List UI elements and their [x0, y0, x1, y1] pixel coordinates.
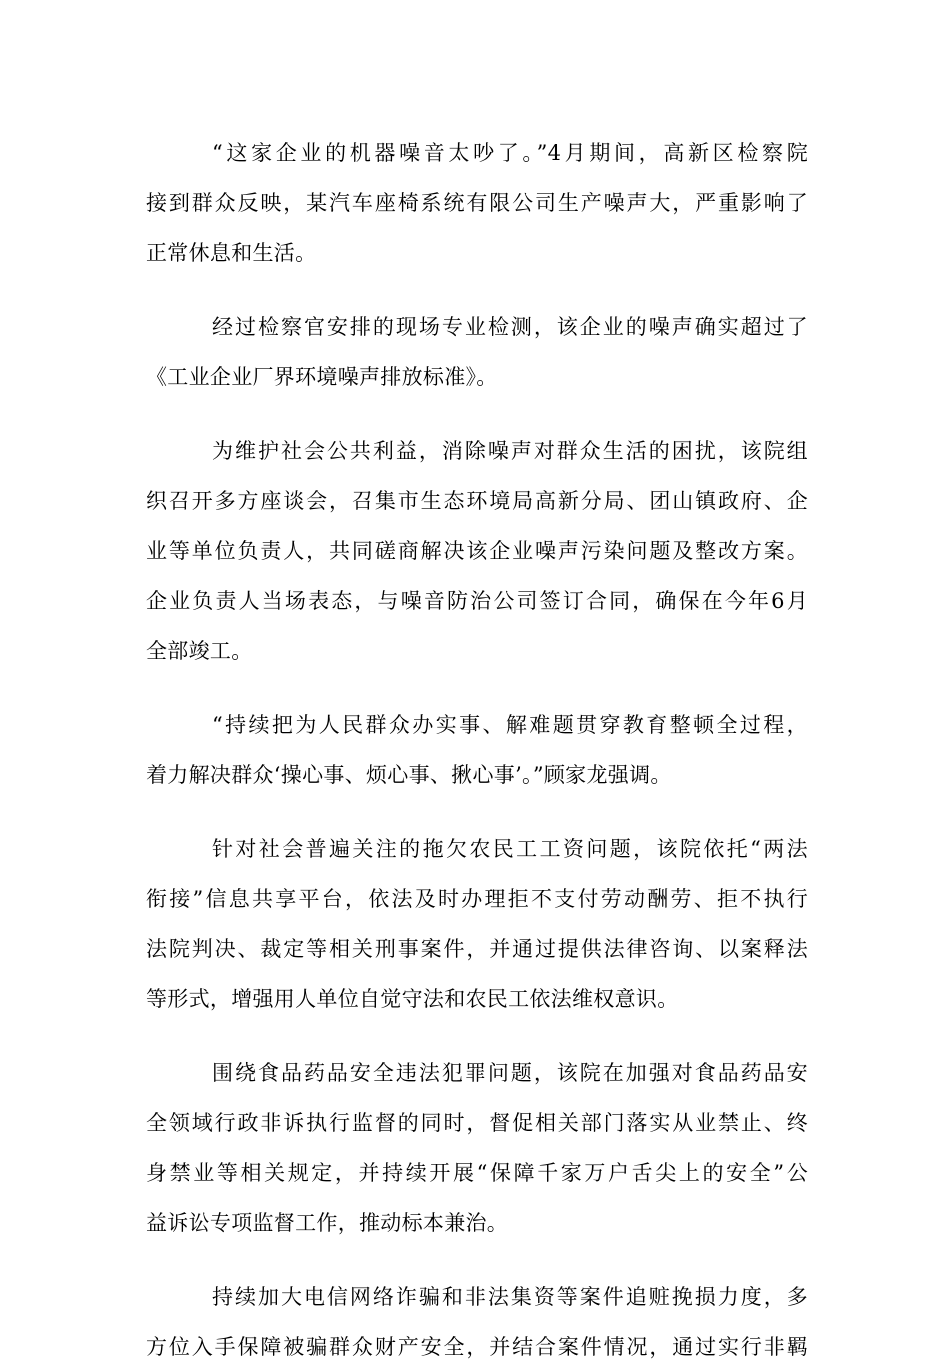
paragraph [146, 128, 808, 278]
text-line: 身禁业等相关规定，并持续开展“保障千家万户舌尖上的安全”公 [146, 1161, 808, 1185]
text-line: 《工业企业厂界环境噪声排放标准》。 [146, 365, 498, 389]
text-line: 全部竣工。 [146, 639, 253, 663]
text-line: 织召开多方座谈会，召集市生态环境局高新分局、团山镇政府、企 [146, 489, 808, 513]
paragraph [146, 1272, 808, 1372]
paragraph [146, 426, 808, 676]
text-line: 全领域行政非诉执行监督的同时，督促相关部门落实从业禁止、终 [146, 1111, 808, 1135]
paragraph [146, 824, 808, 1024]
text-line: 方位入手保障被骗群众财产安全，并结合案件情况，通过实行非羁 [146, 1335, 808, 1359]
text-line: 持续加大电信网络诈骗和非法集资等案件追赃挽损力度，多 [212, 1285, 808, 1309]
paragraph-gap [146, 278, 808, 302]
paragraph-gap [146, 402, 808, 426]
document-body [146, 128, 808, 1372]
text-line: 针对社会普遍关注的拖欠农民工工资问题，该院依托“两法 [212, 837, 808, 861]
paragraph-gap [146, 1024, 808, 1048]
paragraph [146, 700, 808, 800]
text-line: 等形式，增强用人单位自觉守法和农民工依法维权意识。 [146, 987, 679, 1011]
text-line: 衔接”信息共享平台，依法及时办理拒不支付劳动酬劳、拒不执行 [146, 887, 808, 911]
paragraph-gap [146, 1248, 808, 1272]
text-line: 围绕食品药品安全违法犯罪问题，该院在加强对食品药品安 [212, 1061, 808, 1085]
text-line: 接到群众反映，某汽车座椅系统有限公司生产噪声大，严重影响了 [146, 191, 808, 215]
text-line: 着力解决群众‘操心事、烦心事、揪心事’。”顾家龙强调。 [146, 763, 672, 787]
text-line: 业等单位负责人，共同磋商解决该企业噪声污染问题及整改方案。 [146, 539, 808, 563]
paragraph-gap [146, 800, 808, 824]
text-line: 益诉讼专项监督工作，推动标本兼治。 [146, 1211, 509, 1235]
text-line: “这家企业的机器噪音太吵了。”4月期间，高新区检察院 [212, 141, 808, 165]
text-line: 企业负责人当场表态，与噪音防治公司签订合同，确保在今年6月 [146, 589, 808, 613]
text-line: 正常休息和生活。 [146, 241, 317, 265]
paragraph-gap [146, 676, 808, 700]
text-line: “持续把为人民群众办实事、解难题贯穿教育整顿全过程， [212, 713, 808, 737]
text-line: 法院判决、裁定等相关刑事案件，并通过提供法律咨询、以案释法 [146, 937, 808, 961]
text-line: 为维护社会公共利益，消除噪声对群众生活的困扰，该院组 [212, 439, 808, 463]
paragraph [146, 302, 808, 402]
text-line: 经过检察官安排的现场专业检测，该企业的噪声确实超过了 [212, 315, 808, 339]
paragraph [146, 1048, 808, 1248]
